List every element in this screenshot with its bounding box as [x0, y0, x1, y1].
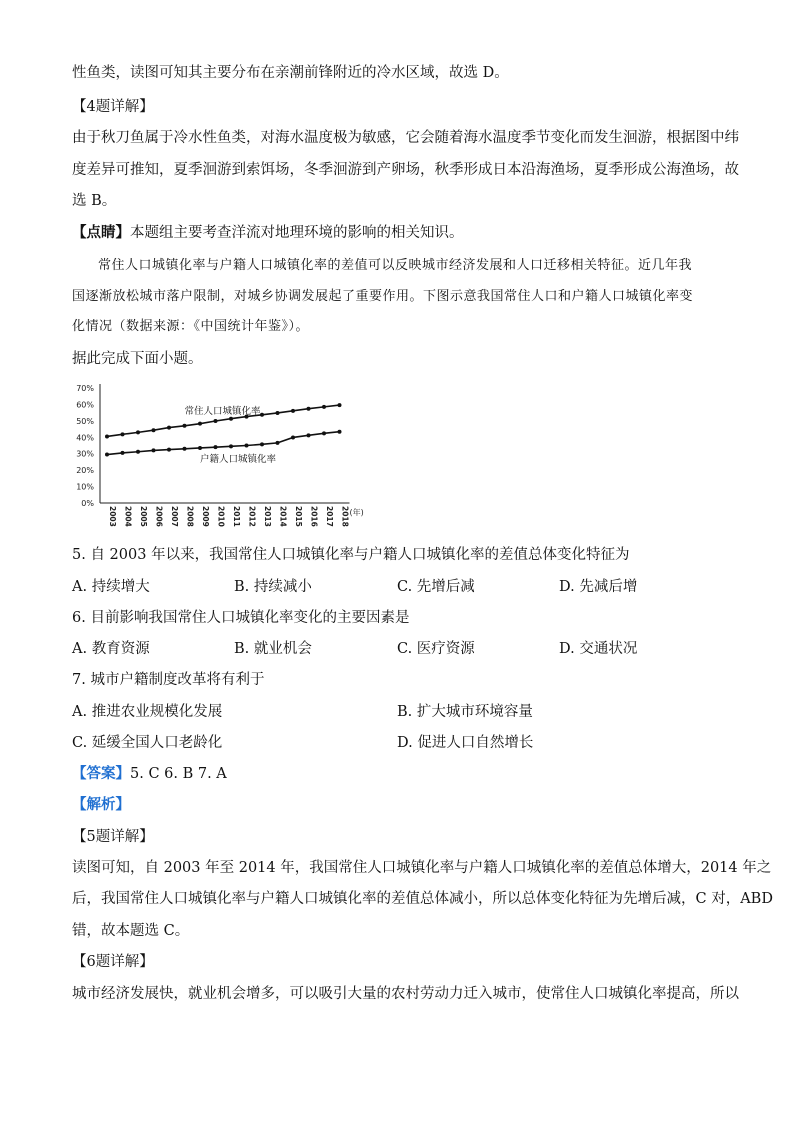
- section-5-line-1: 读图可知，自 2003 年至 2014 年，我国常住人口城镇化率与户籍人口城镇化率的差值总体增大，2014 年之: [72, 860, 772, 876]
- x-tick-label: 2007: [170, 506, 179, 527]
- series-line-1: [107, 432, 340, 455]
- series-1-point: [152, 448, 156, 452]
- series-0-point: [291, 409, 295, 413]
- q5-option-d[interactable]: D. 先减后增: [559, 579, 638, 595]
- prev-line-1: 性鱼类，读图可知其主要分布在亲潮前锋附近的冷水区域，故选 D。: [72, 65, 509, 81]
- series-0-point: [152, 428, 156, 432]
- y-tick-label: 60%: [76, 400, 94, 410]
- section-5-line-2: 后，我国常住人口城镇化率与户籍人口城镇化率的差值总体减小，所以总体变化特征为先增后减，C 对，ABD: [72, 891, 773, 907]
- dianjing-text: 本题组主要考查洋流对地理环境的影响的相关知识。: [130, 225, 464, 241]
- y-tick-label: 40%: [76, 433, 94, 443]
- dianjing-line: [72, 222, 464, 244]
- q7-option-a[interactable]: A. 推进农业规模化发展: [72, 704, 223, 720]
- series-1-point: [276, 441, 280, 445]
- section-6-heading: 【6题详解】: [72, 954, 154, 970]
- series-0-point: [167, 426, 171, 430]
- intro-line-1: 常住人口城镇化率与户籍人口城镇化率的差值可以反映城市经济发展和人口迁移相关特征。近几年我: [98, 258, 693, 273]
- series-0-point: [276, 411, 280, 415]
- series-0-point: [183, 424, 187, 428]
- q5-option-c[interactable]: C. 先增后减: [397, 579, 475, 595]
- q7-option-d[interactable]: D. 促进人口自然增长: [397, 735, 534, 751]
- series-1-point: [245, 444, 249, 448]
- x-unit-label: (年): [349, 508, 364, 517]
- q6-stem: 6. 目前影响我国常住人口城镇化率变化的主要因素是: [72, 610, 410, 626]
- q7-option-b[interactable]: B. 扩大城市环境容量: [397, 704, 533, 720]
- series-1-point: [291, 435, 295, 439]
- series-1-point: [307, 433, 311, 437]
- series-0-point: [121, 432, 125, 436]
- y-tick-label: 10%: [76, 482, 94, 492]
- y-tick-label: 20%: [76, 466, 94, 476]
- x-tick-label: 2011: [232, 506, 241, 527]
- series-0-point: [229, 417, 233, 421]
- series-1-label: 户籍人口城镇化率: [200, 453, 277, 465]
- section-6-line-1: 城市经济发展快，就业机会增多，可以吸引大量的农村劳动力迁入城市，使常住人口城镇化率提高，所以: [72, 986, 739, 1002]
- x-tick-label: 2006: [154, 506, 164, 527]
- series-0-point: [105, 434, 109, 438]
- section-4-line-1: 由于秋刀鱼属于冷水性鱼类，对海水温度极为敏感，它会随着海水温度季节变化而发生洄游，根据图中纬: [72, 130, 739, 146]
- series-0-point: [322, 405, 326, 409]
- intro-line-3: 化情况（数据来源：《中国统计年鉴》）。: [72, 319, 310, 334]
- q6-option-b[interactable]: B. 就业机会: [234, 641, 312, 657]
- x-tick-label: 2003: [108, 506, 117, 527]
- x-tick-label: 2010: [216, 506, 226, 527]
- x-tick-label: 2016: [309, 506, 319, 527]
- series-1-point: [167, 448, 171, 452]
- section-4-line-3: 选 B。: [72, 193, 117, 209]
- series-0-point: [214, 419, 218, 423]
- q7-stem: 7. 城市户籍制度改革将有利于: [72, 672, 265, 688]
- series-0-point: [260, 413, 264, 417]
- q5-option-b[interactable]: B. 持续减小: [234, 579, 312, 595]
- answer-line: [72, 763, 227, 785]
- answer-text: 5. C 6. B 7. A: [130, 766, 227, 782]
- y-tick-label: 0%: [81, 499, 94, 508]
- series-1-point: [121, 451, 125, 455]
- series-0-label: 常住人口城镇化率: [184, 405, 261, 417]
- series-1-point: [338, 430, 342, 434]
- q6-option-a[interactable]: A. 教育资源: [72, 641, 150, 657]
- section-4-heading: 【4题详解】: [72, 99, 154, 115]
- x-tick-label: 2015: [294, 506, 303, 527]
- x-tick-label: 2005: [139, 506, 148, 527]
- x-tick-label: 2018: [340, 506, 350, 527]
- series-0-point: [136, 430, 140, 434]
- section-5-line-3: 错，故本题选 C。: [72, 923, 190, 939]
- series-1-point: [322, 431, 326, 435]
- x-tick-label: 2008: [185, 506, 195, 527]
- series-1-point: [260, 442, 264, 446]
- series-1-point: [214, 445, 218, 449]
- q7-option-c[interactable]: C. 延缓全国人口老龄化: [72, 735, 223, 751]
- series-1-point: [105, 453, 109, 457]
- series-1-point: [136, 450, 140, 454]
- intro-instruction: 据此完成下面小题。: [72, 351, 203, 367]
- series-0-point: [338, 403, 342, 407]
- x-tick-label: 2004: [123, 506, 133, 527]
- q5-option-a[interactable]: A. 持续增大: [72, 579, 150, 595]
- section-4-line-2: 度差异可推知，夏季洄游到索饵场，冬季洄游到产卵场，秋季形成日本沿海渔场，夏季形成公海渔场，故: [72, 162, 739, 178]
- series-1-point: [229, 444, 233, 448]
- section-5-heading: 【5题详解】: [72, 829, 154, 845]
- q6-option-d[interactable]: D. 交通状况: [559, 641, 638, 657]
- q6-option-c[interactable]: C. 医疗资源: [397, 641, 475, 657]
- series-1-point: [183, 447, 187, 451]
- intro-line-2: 国逐渐放松城市落户限制，对城乡协调发展起了重要作用。下图示意我国常住人口和户籍人口城镇化率变: [72, 289, 694, 304]
- series-0-point: [307, 407, 311, 411]
- x-tick-label: 2012: [247, 506, 257, 527]
- analysis-tag: 【解析】: [72, 796, 130, 813]
- y-tick-label: 70%: [76, 384, 94, 393]
- y-tick-label: 30%: [76, 449, 94, 459]
- urbanization-chart: [62, 378, 382, 538]
- x-tick-label: 2017: [325, 506, 334, 527]
- x-tick-label: 2009: [201, 506, 210, 527]
- y-tick-label: 50%: [76, 416, 94, 426]
- q5-stem: 5. 自 2003 年以来，我国常住人口城镇化率与户籍人口城镇化率的差值总体变化特征为: [72, 547, 630, 563]
- answer-tag: 【答案】: [72, 765, 130, 782]
- dianjing-tag: 【点睛】: [72, 224, 130, 241]
- series-0-point: [198, 422, 202, 426]
- x-tick-label: 2014: [278, 506, 288, 527]
- x-tick-label: 2013: [263, 506, 272, 527]
- series-1-point: [198, 446, 202, 450]
